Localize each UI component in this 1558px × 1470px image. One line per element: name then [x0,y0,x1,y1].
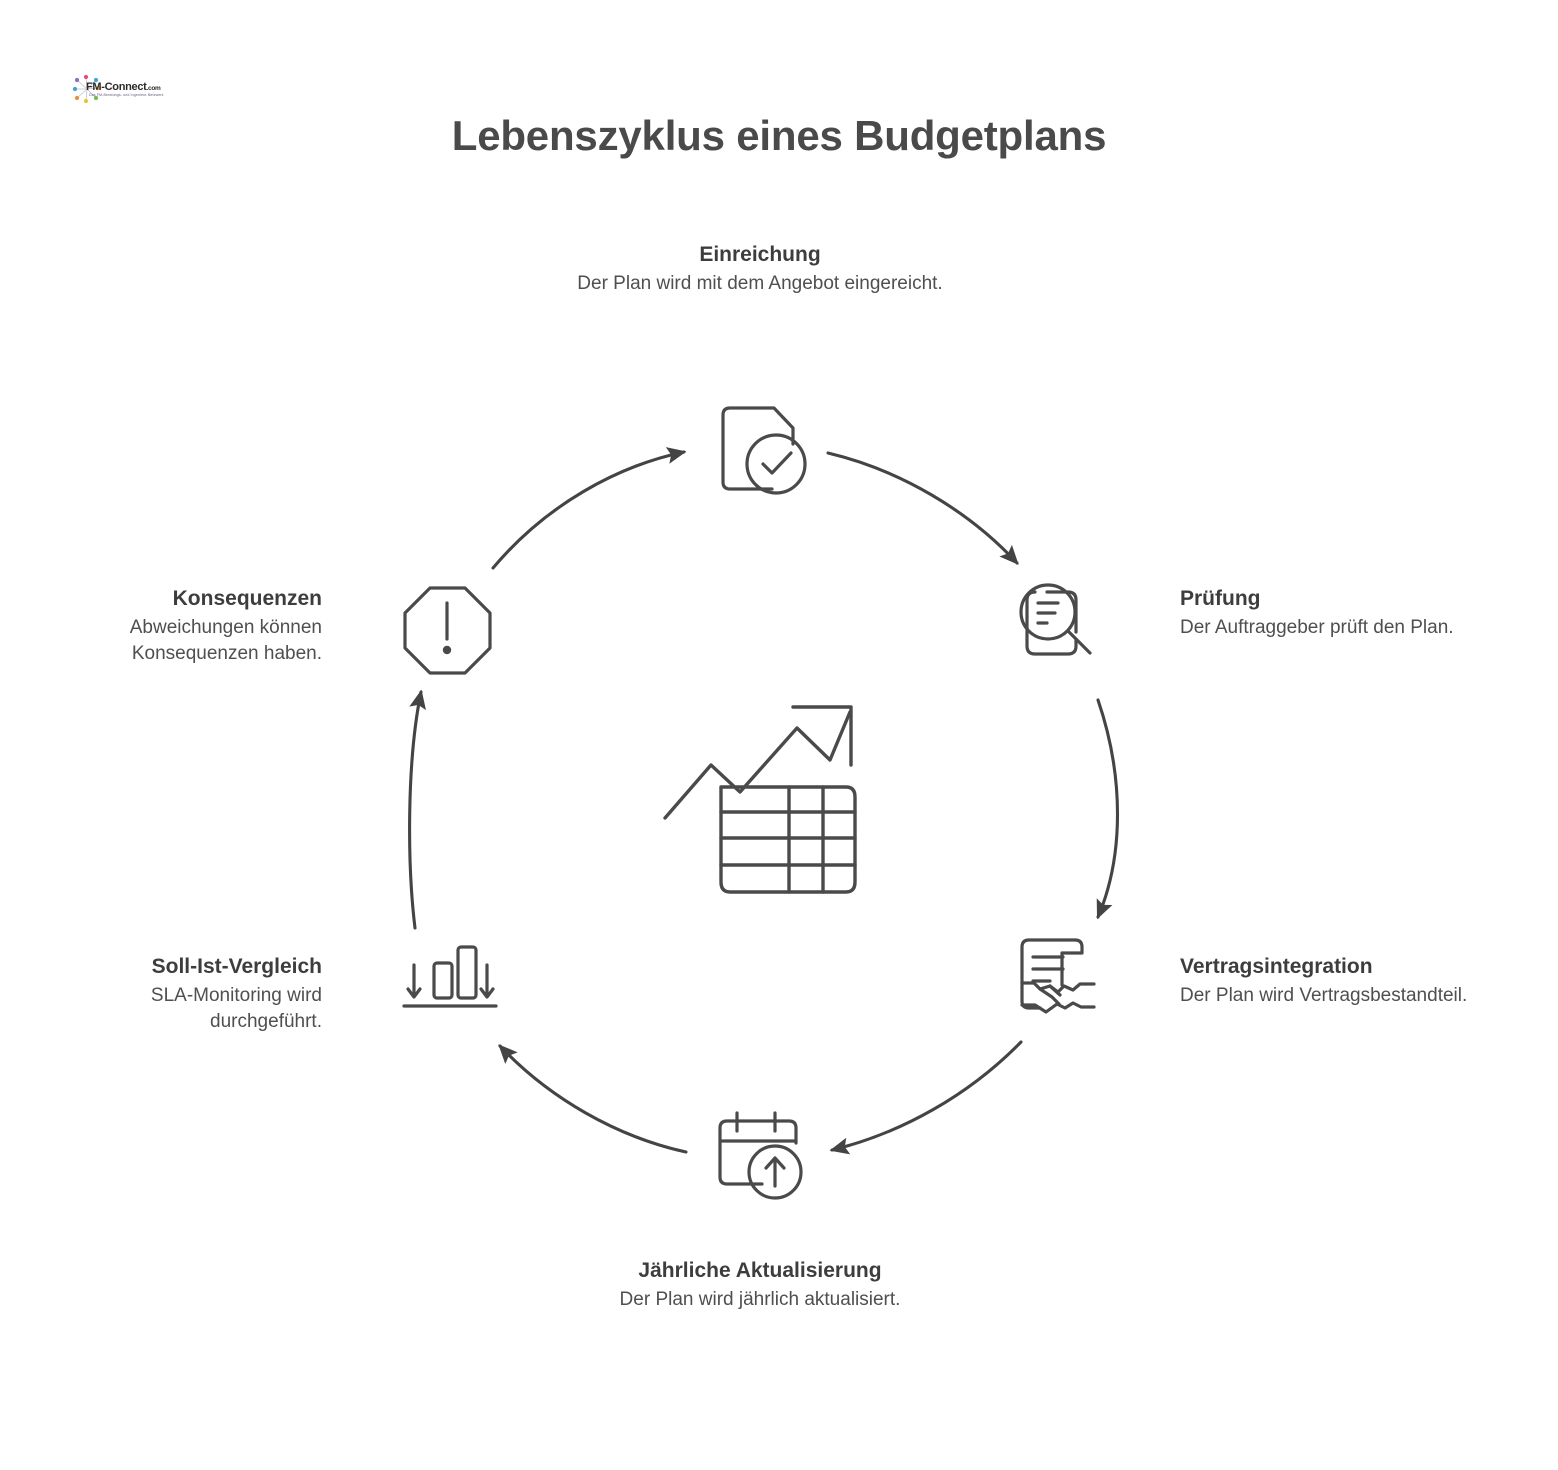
step-description: SLA-Monitoring wird durchgeführt. [150,984,322,1032]
step-description: Der Plan wird Vertragsbestandteil. [1180,984,1468,1006]
step-title: Vertragsintegration [1180,955,1373,978]
arrow-vertrag-to-jaehrlich [832,1042,1021,1150]
step-label-jaehrliche-aktualisierung [555,1257,965,1313]
step-label-soll-ist-vergleich [52,953,322,1034]
cycle-arrows [410,452,1118,1152]
logo-wordmark: FM-Connect.com [86,81,161,93]
arrow-konsequenzen-to-einreichung [493,452,684,568]
step-title: Einreichung [699,243,821,266]
step-description: Abweichungen können Konsequenzen haben. [129,616,322,664]
arrow-jaehrlich-to-sollist [500,1046,686,1152]
logo-tagline: Das FM-Beratungs- und Ingenieur-Netzwerk [89,93,164,97]
page-title: Lebenszyklus eines Budgetplans [451,112,1107,159]
step-label-pruefung [1180,585,1480,641]
step-description: Der Plan wird jährlich aktualisiert. [619,1288,901,1310]
document-check-icon [723,408,805,493]
step-label-einreichung [558,241,962,297]
warning-octagon-icon [405,588,490,673]
step-title: Prüfung [1180,587,1261,610]
step-label-vertragsintegration [1180,953,1490,1009]
step-title: Konsequenzen [172,587,322,610]
step-title: Jährliche Aktualisierung [638,1259,882,1282]
arrow-pruefung-to-vertrag [1098,700,1118,917]
spreadsheet-growth-icon [665,707,855,892]
contract-handshake-icon [1022,940,1094,1012]
bar-comparison-icon [404,947,496,1006]
step-title: Soll-Ist-Vergleich [151,955,322,978]
step-description: Der Plan wird mit dem Angebot eingereicht. [577,272,943,294]
arrow-einreichung-to-pruefung [828,453,1017,563]
document-magnifier-icon [1021,585,1090,654]
step-description: Der Auftraggeber prüft den Plan. [1180,616,1454,638]
arrow-sollist-to-konsequenzen [410,692,421,928]
calendar-arrow-up-icon [720,1113,801,1198]
step-label-konsequenzen [42,585,322,666]
